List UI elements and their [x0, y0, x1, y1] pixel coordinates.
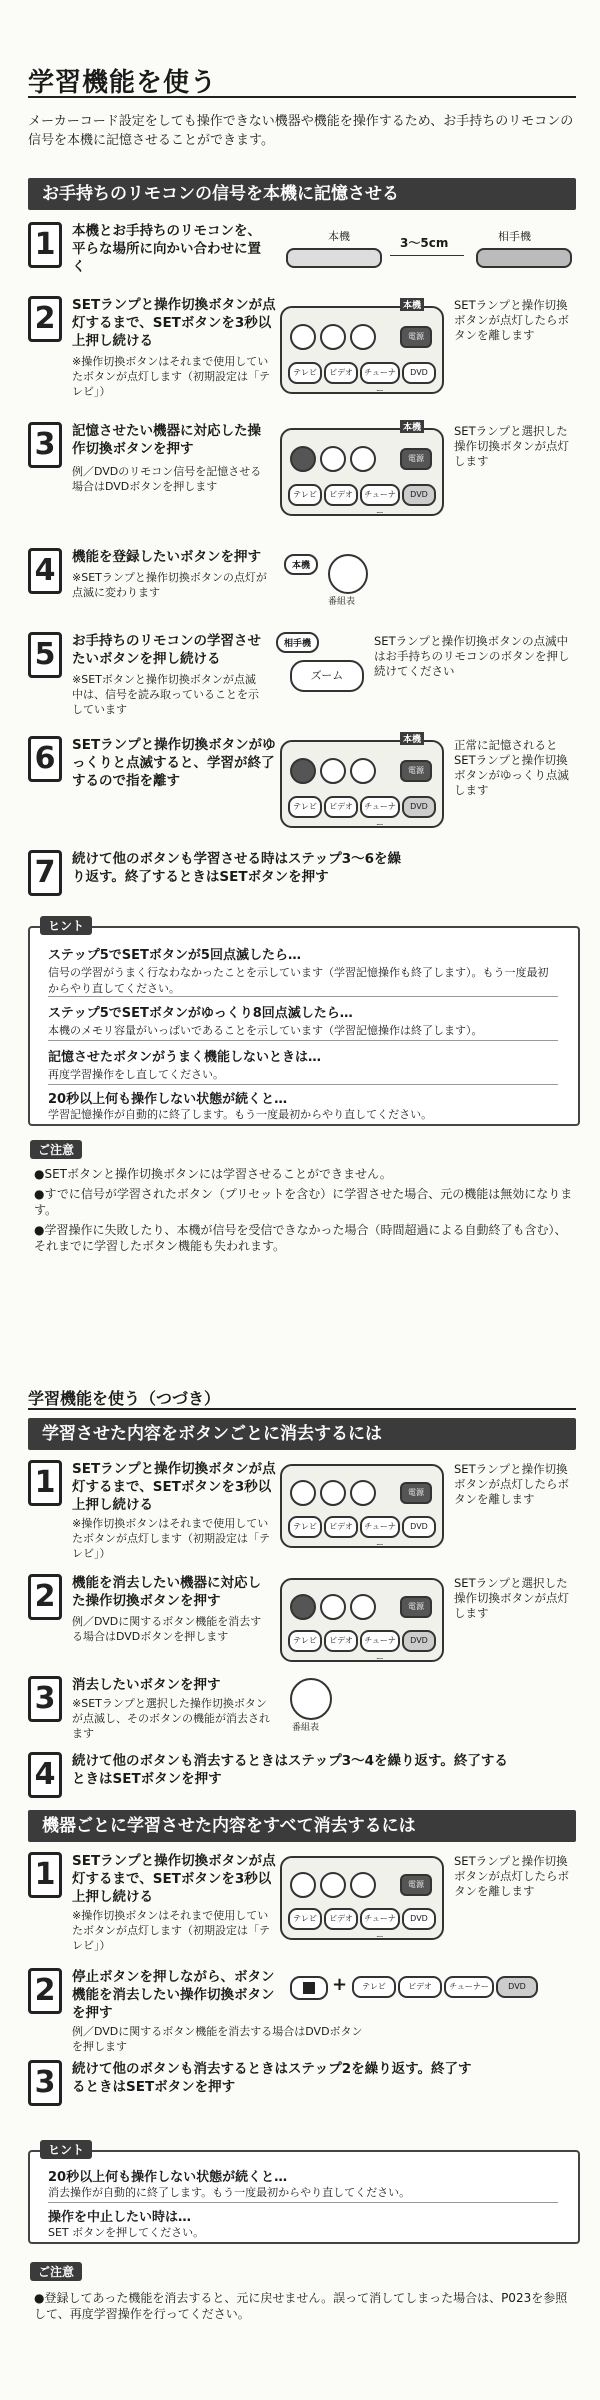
video-button: ビデオ [324, 1516, 358, 1538]
step-7 [28, 850, 576, 910]
tv-button: テレビ [352, 1976, 396, 1998]
step-6 [28, 736, 576, 836]
button-label: 番組表 [292, 1723, 320, 1733]
zoom-button-illustration: ズーム [290, 660, 364, 692]
guide-button-illustration [328, 554, 368, 594]
round-button [320, 446, 346, 472]
dvd-button: DVD [496, 1976, 538, 1998]
set-button [290, 1594, 316, 1620]
step-side-note: SETランプと操作切換ボタンの点滅中はお手持ちのリモコンのボタンを押し続けてください [374, 634, 570, 678]
step-side-note: SETランプと選択した操作切換ボタンが点灯します [454, 1576, 569, 1620]
step-1 [28, 222, 576, 282]
hint-question: 20秒以上何も操作しない状態が続くと… [48, 2170, 288, 2185]
set-button [290, 446, 316, 472]
section-heading-learn: お手持ちのリモコンの信号を本機に記憶させる [28, 178, 576, 210]
step-number: 3 [28, 1676, 62, 1722]
divider [48, 996, 558, 997]
round-button [350, 1594, 376, 1620]
erase-step-2 [28, 1574, 576, 1664]
title-rule [28, 96, 576, 98]
step-note: ※操作切換ボタンはそれまで使用していたボタンが点灯します（初期設定は「テレビ」） [72, 1909, 270, 1952]
step-number: 2 [28, 1574, 62, 1620]
step-note: 例／DVDに関するボタン機能を消去する場合はDVDボタンを押します [72, 1615, 262, 1643]
step-title: 消去したいボタンを押す [72, 1677, 221, 1693]
divider [48, 1040, 558, 1041]
tuner-button: チューナー [444, 1976, 494, 1998]
hint-question: 20秒以上何も操作しない状態が続くと… [48, 1092, 288, 1107]
power-button: 電源 [400, 1482, 432, 1504]
unit-badge: 相手機 [276, 632, 319, 653]
step-5 [28, 632, 576, 722]
set-button [290, 758, 316, 784]
tv-button: テレビ [288, 362, 322, 384]
step-title: SETランプと操作切換ボタンがゆっくりと点滅すると、学習が終了するので指を離す [72, 737, 276, 789]
hint-question: ステップ5でSETボタンがゆっくり8回点滅したら… [48, 1006, 353, 1021]
distance-label: 3〜5cm [400, 236, 449, 250]
title-rule [28, 1408, 576, 1410]
stop-icon [303, 1982, 315, 1994]
step-number: 4 [28, 1752, 62, 1798]
step-number: 3 [28, 2060, 62, 2106]
step-side-note: 正常に記憶されるとSETランプと操作切換ボタンがゆっくり点滅します [454, 738, 569, 797]
erase-all-step-2 [28, 1968, 576, 2053]
step-title: 停止ボタンを押しながら、ボタン機能を消去したい操作切換ボタンを押す [72, 1969, 275, 2021]
round-button [350, 758, 376, 784]
erase-all-step-3 [28, 2060, 576, 2106]
caution-item: ●SETボタンと操作切換ボタンには学習させることができません。 [34, 1167, 392, 1181]
page-title: 学習機能を使う [28, 68, 218, 98]
dvd-button: DVD [402, 1908, 436, 1930]
hint-answer: 学習記憶操作が自動的に終了します。もう一度最初からやり直してください。 [48, 1108, 433, 1121]
round-button [350, 324, 376, 350]
tv-button: テレビ [288, 1516, 322, 1538]
step-title: SETランプと操作切換ボタンが点灯するまで、SETボタンを3秒以上押し続ける [72, 1461, 276, 1513]
step-number: 2 [28, 1968, 62, 2014]
step-number: 1 [28, 222, 62, 268]
distance-arrow [390, 255, 464, 256]
step-number: 2 [28, 296, 62, 342]
hint-label: ヒント [40, 916, 92, 935]
set-button [290, 324, 316, 350]
step-note: 例／DVDに関するボタン機能を消去する場合はDVDボタンを押します [72, 2025, 363, 2053]
caution-item: ●学習操作に失敗したり、本機が信号を受信できなかった場合（時間超過による自動終了も含む）、それまでに学習したボタン機能も失われます。 [34, 1223, 567, 1253]
dvd-button: DVD [402, 1630, 436, 1652]
stop-button-illustration [290, 1976, 328, 2000]
video-button: ビデオ [324, 796, 358, 818]
hint-answer: 再度学習操作をし直してください。 [48, 1068, 224, 1081]
round-button [350, 1872, 376, 1898]
tuner-button: チューナー [360, 1908, 400, 1930]
remote-illustration [280, 423, 444, 517]
caution-item: ●すでに信号が学習されたボタン（プリセットを含む）に学習させた場合、元の機能は無効になります。 [34, 1187, 573, 1217]
tuner-button: チューナー [360, 484, 400, 506]
step-note: ※SETボタンと操作切換ボタンが点滅中は、信号を読み取っていることを示しています [72, 673, 259, 716]
hint-box [28, 2143, 580, 2244]
hint-box [28, 919, 580, 1126]
guide-button-illustration [290, 1678, 332, 1720]
dvd-button: DVD [402, 362, 436, 384]
step-2 [28, 296, 576, 406]
step-side-note: SETランプと選択した操作切換ボタンが点灯します [454, 424, 569, 468]
video-button: ビデオ [324, 1630, 358, 1652]
set-button [290, 1872, 316, 1898]
erase-step-4 [28, 1752, 576, 1798]
tuner-button: チューナー [360, 1516, 400, 1538]
caution-label: ご注意 [30, 1140, 82, 1159]
round-button [350, 1480, 376, 1506]
step-note: ※操作切換ボタンはそれまで使用していたボタンが点灯します（初期設定は「テレビ」） [72, 355, 270, 398]
caution-label: ご注意 [30, 2262, 82, 2281]
round-button [320, 758, 346, 784]
tuner-button: チューナー [360, 796, 400, 818]
hint-answer: SET ボタンを押してください。 [48, 2226, 205, 2239]
hint-answer: 信号の学習がうまく行なわなかったことを示しています（学習記憶操作も終了します）。もう一度最初からやり直してください。 [48, 966, 549, 995]
step-number: 3 [28, 422, 62, 468]
main-unit-label: 本機 [328, 230, 350, 243]
remote-illustration [280, 1464, 444, 1548]
step-title: 続けて他のボタンも消去するときはステップ3〜4を繰り返す。終了するときはSETボタンを押す [72, 1753, 508, 1787]
button-label: 番組表 [328, 597, 356, 607]
step-title: 機能を消去したい機器に対応した操作切換ボタンを押す [72, 1575, 261, 1609]
video-button: ビデオ [398, 1976, 442, 1998]
plus-sign: + [332, 1974, 348, 1995]
page-title-continued: 学習機能を使う（つづき） [28, 1389, 221, 1408]
round-button [320, 324, 346, 350]
step-title: 機能を登録したいボタンを押す [72, 549, 261, 565]
intro-text: メーカーコード設定をしても操作できない機器や機能を操作するため、お手持ちのリモコンの信号を本機に記憶させることができます。 [28, 114, 574, 148]
divider [48, 2202, 558, 2203]
section-heading-erase-all: 機器ごとに学習させた内容をすべて消去するには [28, 1810, 576, 1842]
dvd-button: DVD [402, 1516, 436, 1538]
dvd-button: DVD [402, 796, 436, 818]
power-button: 電源 [400, 1596, 432, 1618]
step-note: ※SETランプと操作切換ボタンの点灯が点滅に変わります [72, 571, 267, 599]
tv-button: テレビ [288, 796, 322, 818]
round-button [320, 1594, 346, 1620]
step-side-note: SETランプと操作切換ボタンが点灯したらボタンを離します [454, 298, 569, 342]
erase-all-step-1 [28, 1852, 576, 1952]
step-number: 6 [28, 736, 62, 782]
tv-button: テレビ [288, 1630, 322, 1652]
step-title: SETランプと操作切換ボタンが点灯するまで、SETボタンを3秒以上押し続ける [72, 297, 276, 349]
unit-badge: 本機 [400, 732, 424, 745]
step-note: ※操作切換ボタンはそれまで使用していたボタンが点灯します（初期設定は「テレビ」） [72, 1517, 270, 1560]
other-unit-label: 相手機 [498, 230, 531, 243]
remote-illustration [280, 301, 444, 395]
step-number: 1 [28, 1460, 62, 1506]
tv-button: テレビ [288, 1908, 322, 1930]
set-button [290, 1480, 316, 1506]
caution-item: ●登録してあった機能を消去すると、元に戻せません。誤って消してしまった場合は、P023を参照して、再度学習操作を行ってください。 [34, 2291, 568, 2321]
step-number: 1 [28, 1852, 62, 1898]
power-button: 電源 [400, 760, 432, 782]
remote-illustration [280, 1856, 444, 1940]
step-note: ※SETランプと選択した操作切換ボタンが点滅し、そのボタンの機能が消去されます [72, 1697, 270, 1740]
unit-badge: 本機 [400, 420, 424, 433]
hint-question: ステップ5でSETボタンが5回点滅したら… [48, 948, 301, 963]
step-number: 7 [28, 850, 62, 896]
erase-step-3 [28, 1676, 576, 1740]
hint-question: 操作を中止したい時は… [48, 2210, 192, 2225]
hint-question: 記憶させたボタンがうまく機能しないときは… [48, 1050, 322, 1065]
step-title: 本機とお手持ちのリモコンを、平らな場所に向かい合わせに置く [72, 223, 261, 275]
other-remote-illustration [476, 248, 572, 268]
tuner-button: チューナー [360, 362, 400, 384]
round-button [320, 1872, 346, 1898]
step-number: 4 [28, 548, 62, 594]
hint-answer: 本機のメモリ容量がいっぱいであることを示しています（学習記憶操作は終了します）。 [48, 1024, 483, 1037]
round-button [320, 1480, 346, 1506]
power-button: 電源 [400, 448, 432, 470]
tuner-button: チューナー [360, 1630, 400, 1652]
remote-illustration [280, 1578, 444, 1662]
power-button: 電源 [400, 1874, 432, 1896]
video-button: ビデオ [324, 484, 358, 506]
step-3 [28, 422, 576, 532]
tv-button: テレビ [288, 484, 322, 506]
step-number: 5 [28, 632, 62, 678]
divider [48, 1084, 558, 1085]
step-title: お手持ちのリモコンの学習させたいボタンを押し続ける [72, 633, 261, 667]
step-title: SETランプと操作切換ボタンが点灯するまで、SETボタンを3秒以上押し続ける [72, 1853, 276, 1905]
hint-answer: 消去操作が自動的に終了します。もう一度最初からやり直してください。 [48, 2186, 411, 2199]
step-note: 例／DVDのリモコン信号を記憶させる場合はDVDボタンを押します [72, 465, 262, 493]
dvd-button: DVD [402, 484, 436, 506]
unit-badge: 本機 [284, 554, 318, 575]
step-title: 続けて他のボタンも消去するときはステップ2を繰り返す。終了するときはSETボタンを押す [72, 2061, 472, 2095]
video-button: ビデオ [324, 362, 358, 384]
step-title: 続けて他のボタンも学習させる時はステップ3〜6を繰り返す。終了するときはSETボタンを押す [72, 851, 402, 885]
hint-label: ヒント [40, 2140, 92, 2159]
erase-step-1 [28, 1460, 576, 1560]
power-button: 電源 [400, 326, 432, 348]
main-remote-illustration [286, 248, 382, 268]
section-heading-erase-button: 学習させた内容をボタンごとに消去するには [28, 1418, 576, 1450]
step-side-note: SETランプと操作切換ボタンが点灯したらボタンを離します [454, 1462, 569, 1506]
step-side-note: SETランプと操作切換ボタンが点灯したらボタンを離します [454, 1854, 569, 1898]
step-4 [28, 548, 576, 618]
unit-badge: 本機 [400, 298, 424, 311]
round-button [350, 446, 376, 472]
video-button: ビデオ [324, 1908, 358, 1930]
remote-illustration [280, 735, 444, 829]
step-title: 記憶させたい機器に対応した操作切換ボタンを押す [72, 423, 261, 457]
